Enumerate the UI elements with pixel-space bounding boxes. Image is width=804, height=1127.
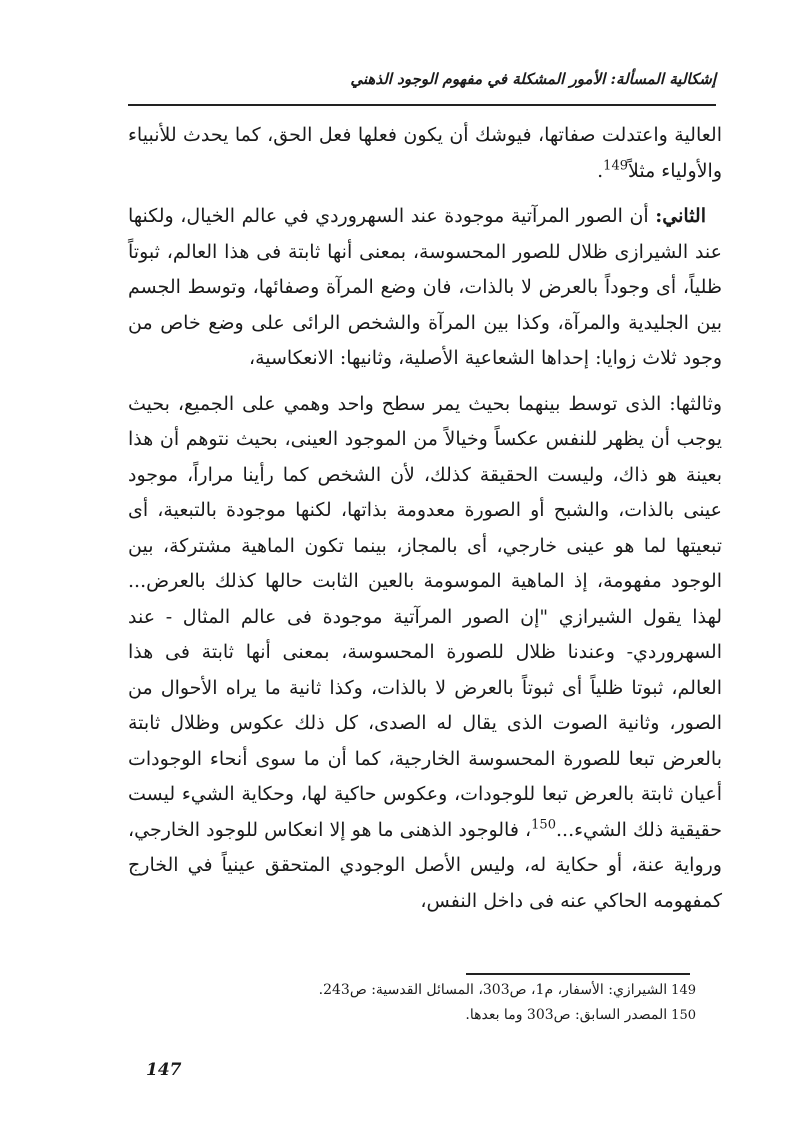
footnote-text: الشيرازي: الأسفار، م1، ص303، المسائل القدسية: ص243. [318,982,668,998]
footnote-149 [240,978,696,1003]
paragraph-1-end: . [597,159,604,182]
page-number: 147 [146,1060,182,1080]
footnote-divider [466,973,690,975]
paragraph-1 [128,118,722,189]
paragraph-3-text-b: ، فالوجود الذهنى ما هو إلا انعكاس للوجود الخارجي، ورواية عنة، أو حكاية له، وليس الأصل الوجودي المتحقق عينياً في الخارج كمفهومه الحاكي عنه فى داخل النفس، [128,818,722,912]
footnote-text: المصدر السابق: ص303 وما بعدها. [465,1007,668,1023]
paragraph-2-lead: الثاني: [655,205,706,227]
header-divider [128,104,716,106]
running-header: إشكالية المسألة: الأمور المشكلة في مفهوم الوجود الذهني [350,70,716,88]
footnote-number: 149 [671,983,696,998]
footnotes [240,978,696,1028]
paragraph-1-text: العالية واعتدلت صفاتها، فيوشك أن يكون فعلها فعل الحق، كما يحدث للأنبياء والأولياء مثلاً [128,124,722,182]
paragraph-2-text: أن الصور المرآتية موجودة عند السهروردي في عالم الخيال، ولكنها عند الشيرازى ظلال للصور المحسوسة، بمعنى أنها ثابتة فى هذا العالم، ثبوتاً ظلياً، أى وجوداً بالعرض لا بالذات، فان وضع المرآة وصفائها، وتوسط الجسم بين الجليدية والمرآة، وكذا بين المرآة والشخص الرائى على وضع خاص من وجود ثلاث زوايا: إحداها الشعاعية الأصلية، وثانيها: الانعكاسية، [128,205,722,369]
footnote-ref-149[interactable]: 149 [603,158,628,174]
paragraph-3 [128,387,722,920]
paragraph-2 [128,199,722,377]
footnote-150 [240,1003,696,1028]
footnote-number: 150 [671,1008,696,1023]
footnote-ref-150[interactable]: 150 [531,817,556,833]
paragraph-3-text-a: وثالثها: الذى توسط بينهما بحيث يمر سطح واحد وهمي على الجميع، بحيث يوجب أن يظهر للنفس عكساً وخيالاً من الموجود العينى، بحيث نتوهم أن هذا بعينة هو ذاك، وليست الحقيقة كذلك، لأن الشخص كما رأينا مراراً، موجود عينى بالذات، والشبح أو الصورة معدومة بذاتها، لكنها موجودة بالتبعية، أى تبعيتها لما هو عينى خارجي، أى بالمجاز، بينما تكون الماهية مشتركة، بين الوجود مفهومة، إذ الماهية الموسومة بالعين الثابت حالها كذلك بالعرض... لهذا يقول الشيرازي "إن الصور المرآتية موجودة فى عالم المثال - عند السهروردي- وعندنا ظلال للصورة المحسوسة، بمعنى أنها ثابتة فى هذا العالم، ثبوتا ظلياً أى ثبوتاً بالعرض لا بالذات، وكذا ثانية ما يراه الأحوال من الصور، وثانية الصوت الذى يقال له الصدى، كل ذلك عكوس وظلال ثابتة بالعرض تبعا للصورة المحسوسة الخارجية، كما أن ما سوى أنحاء الوجودات أعيان ثابتة بالعرض تبعا للوجودات، وعكوس حاكية لها، وحكاية الشيء ليست حقيقية ذلك الشيء... [128,392,722,841]
main-text [128,118,722,919]
